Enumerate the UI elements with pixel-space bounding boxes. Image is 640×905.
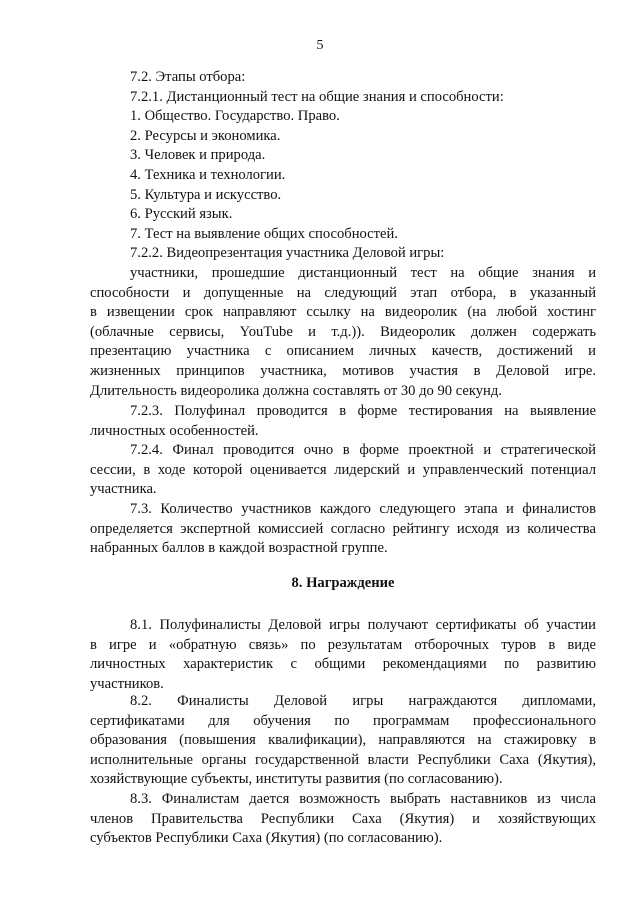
paragraph-line: субъектов Республики Саха (Якутия) (по согласованию). [90,830,443,847]
paragraph-line: в игре и «обратную связь» по результатам отборочных туров в виде [90,636,596,653]
list-line: 6. Русский язык. [130,206,233,223]
paragraph-line: способности и допущенные на следующий этап отбора, в указанный [90,284,596,301]
paragraph-line: Длительность видеоролика должна составлять от 30 до 90 секунд. [90,382,502,399]
paragraph-7-3 [90,500,596,559]
page-number: 5 [316,38,324,53]
paragraph-line: личностных особенностей. [90,422,259,439]
paragraph-7-2-3 [90,402,596,441]
paragraph-line: определяется экспертной комиссией согласно рейтингу исходя из количества [90,520,596,537]
paragraph-line: участников. [90,675,164,692]
paragraph-line: 7.2.4. Финал проводится очно в форме проектной и стратегической [130,442,596,458]
list-line: 7.2. Этапы отбора: [130,69,246,85]
paragraph-line: 7.3. Количество участников каждого следующего этапа и финалистов [130,501,596,517]
paragraph-line: набранных баллов в каждой возрастной группе. [90,540,388,557]
stages-list [90,68,596,264]
list-line: 1. Общество. Государство. Право. [130,108,340,125]
paragraph-8-2 [90,692,596,790]
paragraph-line: 8.3. Финалистам дается возможность выбрать наставников из числа [130,791,596,807]
paragraph-line: 8.2. Финалисты Деловой игры награждаются дипломами, [130,693,596,709]
list-line: 3. Человек и природа. [130,147,266,164]
paragraph-line: в извещении срок направляют ссылку на видеоролик (на любой хостинг [90,304,596,321]
list-line: 7.2.2. Видеопрезентация участника Деловой игры: [130,245,445,262]
paragraph-line: сессии, в ходе которой оценивается лидерский и управленческий потенциал [90,461,596,478]
paragraph-7-2-4 [90,441,596,500]
list-line: 7. Тест на выявление общих способностей. [130,225,398,242]
list-line: 2. Ресурсы и экономика. [130,127,281,144]
paragraph-video [90,264,596,401]
list-line: 4. Техника и технологии. [130,166,286,183]
paragraph-line: жизненных принципов участника, мотивов участия в Деловой игре. [90,362,596,379]
section-heading: 8. Награждение [291,575,395,591]
paragraph-line: членов Правительства Республики Саха (Якутия) и хозяйствующих [90,810,596,827]
paragraph-line: образования (повышения квалификации), направляются на стажировку в [90,732,596,749]
paragraph-line: презентацию участника с описанием личных качеств, достижений и [90,343,596,360]
paragraph-line: исполнительные органы государственной власти Республики Саха (Якутия), [90,751,596,768]
list-line: 5. Культура и искусство. [130,186,282,203]
paragraph-line: сертификатами для обучения по программам профессионального [90,712,596,729]
paragraph-line: 7.2.3. Полуфинал проводится в форме тестирования на выявление [130,403,596,419]
section-heading-container [90,572,596,594]
paragraph-line: личностных характеристик с общими рекомендациями по развитию [90,656,596,673]
list-line: 7.2.1. Дистанционный тест на общие знания и способности: [130,88,504,105]
paragraph-line: участники, прошедшие дистанционный тест на общие знания и [130,265,596,281]
paragraph-8-1 [90,616,596,694]
paragraph-8-3 [90,790,596,849]
paragraph-line: хозяйствующие субъекты, институты развития (по согласованию). [90,771,503,788]
paragraph-line: 8.1. Полуфиналисты Деловой игры получают сертификаты об участии [130,617,596,633]
paragraph-line: (облачные сервисы, YouTube и т.д.)). Видеоролик должен содержать [90,323,596,340]
paragraph-line: участника. [90,481,157,498]
